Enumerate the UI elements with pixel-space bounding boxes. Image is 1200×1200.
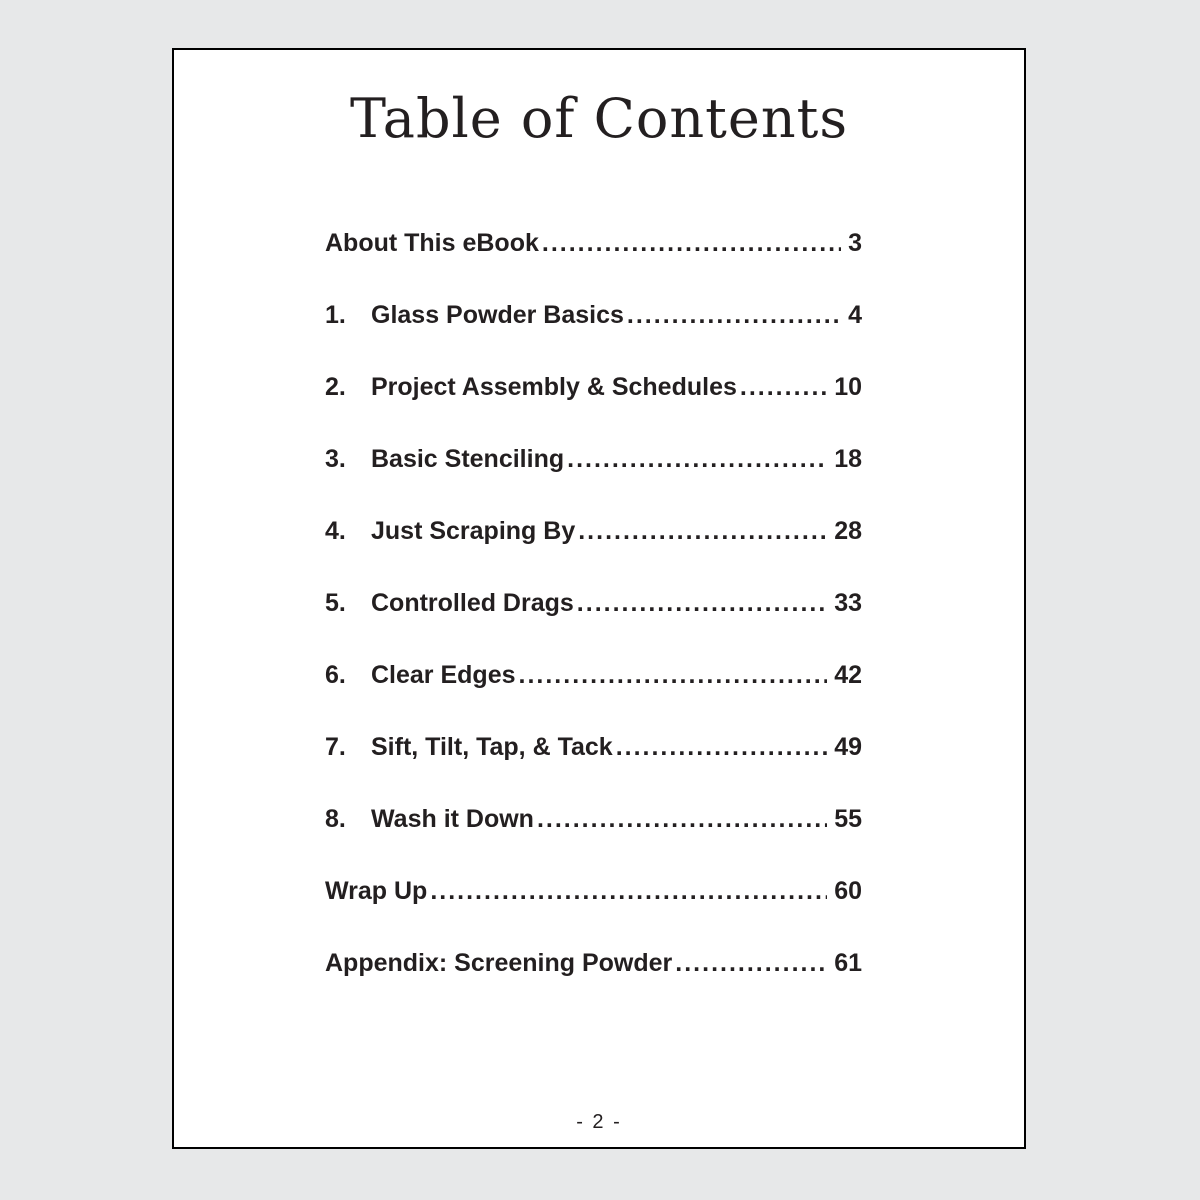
toc-entry	[325, 948, 862, 978]
toc-entry-number: 1.	[325, 301, 346, 330]
toc-leader-dots	[616, 732, 827, 762]
toc-entry	[325, 660, 862, 690]
toc-entry-number: 7.	[325, 733, 346, 762]
toc-entry	[325, 228, 862, 258]
toc-leader-dots	[578, 516, 827, 546]
toc-entry	[325, 372, 862, 402]
toc-leader-dots	[627, 300, 841, 330]
toc-entry-label: Basic Stenciling	[371, 445, 565, 474]
toc-entry-page: 10	[834, 373, 862, 402]
toc-entry-number: 4.	[325, 517, 346, 546]
toc-entry-number: 5.	[325, 589, 346, 618]
toc-entry	[325, 804, 862, 834]
toc-entry	[325, 732, 862, 762]
page-title: Table of Contents	[349, 87, 849, 150]
toc-entry-page: 28	[834, 517, 862, 546]
toc-leader-dots	[430, 876, 827, 906]
toc-entry-number: 8.	[325, 805, 346, 834]
toc-leader-dots	[519, 660, 828, 690]
toc-entry	[325, 588, 862, 618]
toc-entry	[325, 444, 862, 474]
toc-entry-number: 2.	[325, 373, 346, 402]
toc-entry-page: 55	[834, 805, 862, 834]
toc-leader-dots	[537, 804, 827, 834]
toc-entry-page: 33	[834, 589, 862, 618]
toc-entry-label: Controlled Drags	[371, 589, 574, 618]
toc-entry-page: 3	[848, 229, 862, 258]
toc-entry-label: Project Assembly & Schedules	[371, 373, 737, 402]
toc-entry	[325, 876, 862, 906]
toc-entry-page: 60	[834, 877, 862, 906]
toc-entry-page: 61	[834, 949, 862, 978]
toc-entry	[325, 516, 862, 546]
toc-entry-label: About This eBook	[325, 229, 539, 258]
toc-entry-label: Glass Powder Basics	[371, 301, 624, 330]
toc-entry-number: 6.	[325, 661, 346, 690]
toc-entry-label: Sift, Tilt, Tap, & Tack	[371, 733, 613, 762]
toc-entry-label: Clear Edges	[371, 661, 516, 690]
toc-leader-dots	[740, 372, 827, 402]
toc-leader-dots	[577, 588, 827, 618]
toc-entry-label: Just Scraping By	[371, 517, 576, 546]
page-number-footer: - 2 -	[576, 1111, 622, 1133]
toc-entry-page: 4	[848, 301, 862, 330]
toc-leader-dots	[567, 444, 827, 474]
toc-entry-label: Wrap Up	[325, 877, 428, 906]
toc-entry-page: 49	[834, 733, 862, 762]
toc-leader-dots	[675, 948, 827, 978]
toc-leader-dots	[542, 228, 841, 258]
toc-entry-label: Appendix: Screening Powder	[325, 949, 673, 978]
toc-entry	[325, 300, 862, 330]
toc-list	[325, 228, 862, 978]
toc-page	[172, 48, 1026, 1149]
toc-entry-page: 42	[834, 661, 862, 690]
toc-entry-number: 3.	[325, 445, 346, 474]
toc-entry-page: 18	[834, 445, 862, 474]
toc-entry-label: Wash it Down	[371, 805, 534, 834]
